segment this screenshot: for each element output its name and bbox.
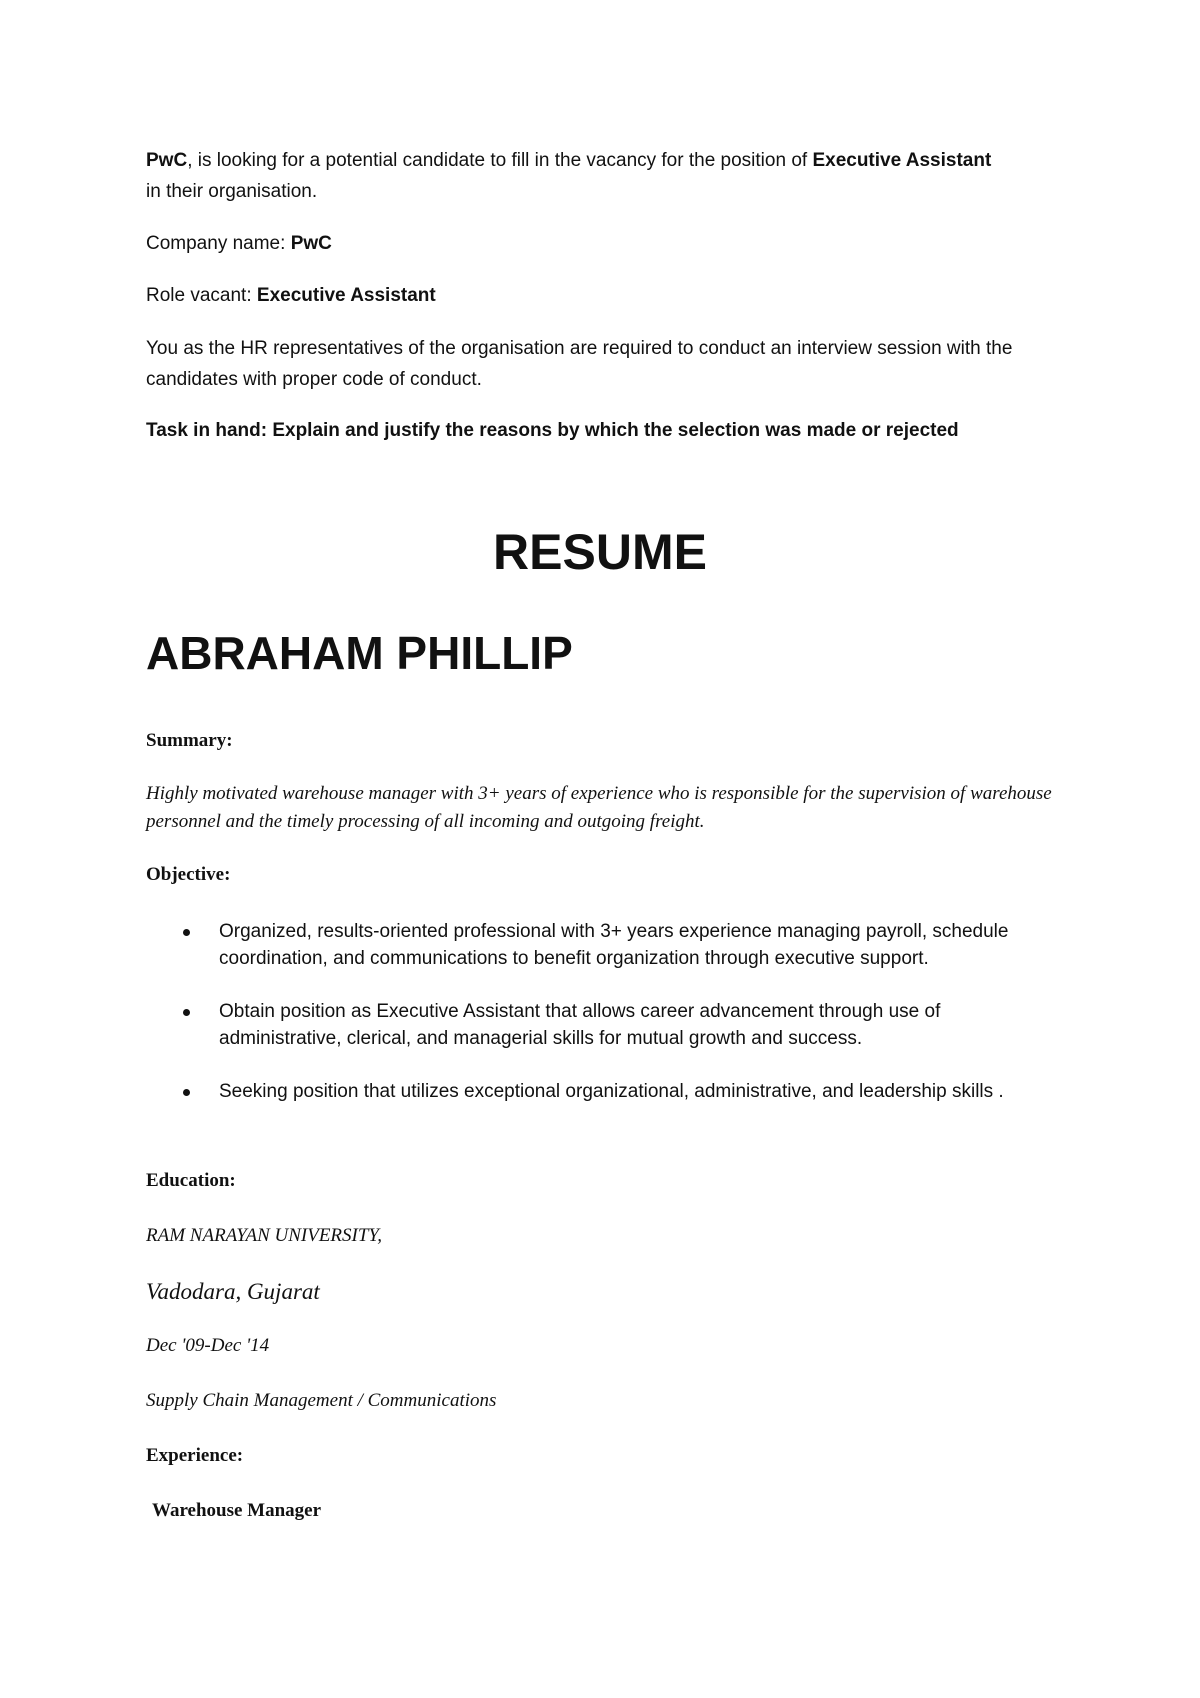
summary-heading: Summary: (146, 730, 233, 751)
objective-text: Obtain position as Executive Assistant that allows career advancement through use of administrative, clerical, and managerial skills for mutual growth and success. (219, 1001, 941, 1049)
role-vacant-line (146, 280, 1066, 311)
intro-paragraph (146, 145, 1066, 207)
intro-company: PwC (146, 150, 188, 171)
bullet-icon (183, 1009, 190, 1016)
job-title: Warehouse Manager (152, 1500, 322, 1521)
intro-sentence-end: in their organisation. (146, 181, 318, 202)
education-dates: Dec '09-Dec '14 (146, 1335, 270, 1356)
task-text: Task in hand: Explain and justify the reasons by which the selection was made or rejected (146, 420, 959, 441)
company-label: Company name: (146, 233, 291, 254)
bullet-icon (183, 1089, 190, 1096)
intro-position: Executive Assistant (812, 150, 992, 171)
role-label: Role vacant: (146, 285, 257, 306)
task-line (146, 415, 1066, 446)
company-name-line (146, 228, 1066, 259)
hr-text: You as the HR representatives of the organisation are required to conduct an interview session with the candidates with proper code of conduct. (146, 338, 1013, 390)
objective-item (146, 1078, 1066, 1105)
objective-item (146, 918, 1066, 972)
resume-title: RESUME (493, 524, 707, 580)
education-field: Supply Chain Management / Communications (146, 1390, 497, 1411)
candidate-name: ABRAHAM PHILLIP (146, 627, 573, 679)
objective-list (146, 918, 1066, 1131)
education-university: RAM NARAYAN UNIVERSITY, (146, 1225, 383, 1246)
objective-heading: Objective: (146, 864, 231, 885)
hr-paragraph (146, 333, 1061, 395)
summary-text: Highly motivated warehouse manager with 3+ years of experience who is responsible for the supervision of warehouse personnel and the timely processing of all incoming and outgoing freight. (146, 783, 1052, 832)
education-location: Vadodara, Gujarat (146, 1279, 320, 1304)
role-value: Executive Assistant (256, 285, 436, 306)
bullet-icon (183, 929, 190, 936)
objective-item (146, 998, 1066, 1052)
objective-text: Organized, results-oriented professional with 3+ years experience managing payroll, schedule coordination, and communications to benefit organization through executive support. (219, 921, 1009, 969)
education-heading: Education: (146, 1170, 236, 1191)
intro-sentence: , is looking for a potential candidate to fill in the vacancy for the position of (187, 150, 813, 171)
objective-text: Seeking position that utilizes exceptional organizational, administrative, and leadership skills . (219, 1081, 1004, 1102)
company-value: PwC (290, 233, 332, 254)
experience-heading: Experience: (146, 1445, 244, 1466)
